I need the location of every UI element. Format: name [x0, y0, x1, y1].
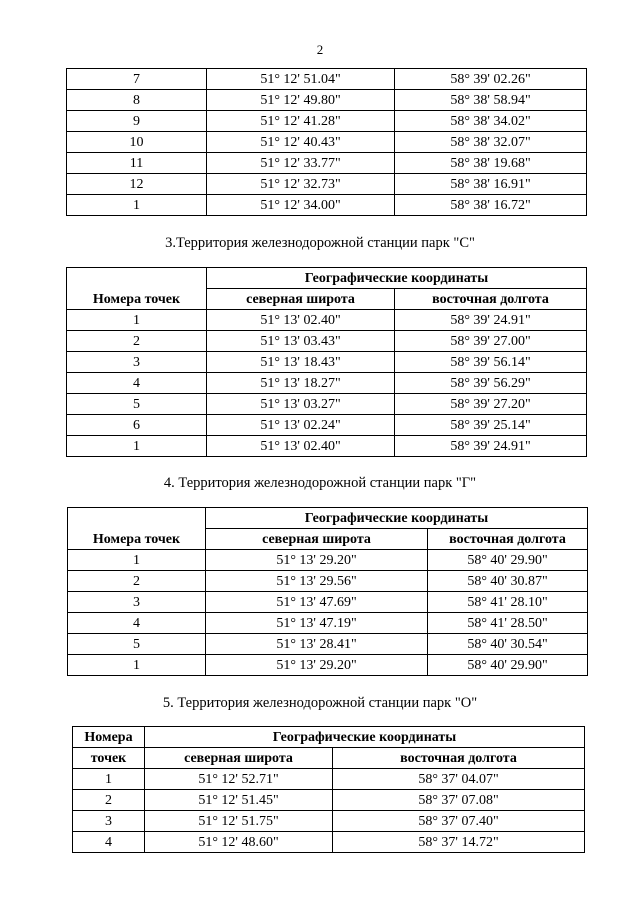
table-row — [68, 613, 588, 634]
east-longitude-cell: 58° 41' 28.50" — [428, 613, 588, 634]
coordinates-table-park-o — [72, 726, 585, 853]
header-point-numbers-line2: точек — [73, 748, 145, 769]
table-row — [68, 592, 588, 613]
north-latitude-cell: 51° 13' 18.27" — [207, 373, 395, 394]
east-longitude-cell: 58° 38' 16.91" — [395, 174, 587, 195]
table-row — [67, 310, 587, 331]
header-geo-coordinates: Географические координаты — [145, 727, 585, 748]
east-longitude-cell: 58° 40' 29.90" — [428, 655, 588, 676]
point-number-cell: 4 — [68, 613, 206, 634]
north-latitude-cell: 51° 13' 29.56" — [206, 571, 428, 592]
table-body — [73, 769, 585, 853]
table-row — [67, 153, 587, 174]
east-longitude-cell: 58° 39' 27.20" — [395, 394, 587, 415]
east-longitude-cell: 58° 38' 32.07" — [395, 132, 587, 153]
north-latitude-cell: 51° 12' 34.00" — [207, 195, 395, 216]
point-number-cell: 2 — [73, 790, 145, 811]
header-geo-coordinates: Географические координаты — [206, 508, 588, 529]
east-longitude-cell: 58° 39' 24.91" — [395, 310, 587, 331]
header-north-latitude: северная широта — [206, 529, 428, 550]
table-row — [67, 331, 587, 352]
table-row — [67, 111, 587, 132]
point-number-cell: 1 — [67, 195, 207, 216]
point-number-cell: 8 — [67, 90, 207, 111]
table-row — [67, 90, 587, 111]
north-latitude-cell: 51° 12' 51.04" — [207, 69, 395, 90]
header-point-numbers-line1: Номера — [73, 727, 145, 748]
table-row — [67, 174, 587, 195]
point-number-cell: 4 — [73, 832, 145, 853]
east-longitude-cell: 58° 37' 04.07" — [333, 769, 585, 790]
header-east-longitude: восточная долгота — [395, 289, 587, 310]
header-geo-coordinates: Географические координаты — [207, 268, 587, 289]
point-number-cell: 1 — [73, 769, 145, 790]
east-longitude-cell: 58° 40' 29.90" — [428, 550, 588, 571]
north-latitude-cell: 51° 12' 48.60" — [145, 832, 333, 853]
north-latitude-cell: 51° 12' 41.28" — [207, 111, 395, 132]
table-row — [67, 132, 587, 153]
east-longitude-cell: 58° 40' 30.87" — [428, 571, 588, 592]
header-point-numbers: Номера точек — [67, 268, 207, 310]
table-body — [67, 69, 587, 216]
table-row — [68, 634, 588, 655]
point-number-cell: 2 — [68, 571, 206, 592]
table-row — [73, 790, 585, 811]
point-number-cell: 5 — [68, 634, 206, 655]
header-north-latitude: северная широта — [145, 748, 333, 769]
point-number-cell: 1 — [67, 310, 207, 331]
point-number-cell: 5 — [67, 394, 207, 415]
north-latitude-cell: 51° 13' 47.69" — [206, 592, 428, 613]
point-number-cell: 1 — [68, 655, 206, 676]
east-longitude-cell: 58° 41' 28.10" — [428, 592, 588, 613]
table-row — [68, 550, 588, 571]
table-row — [73, 811, 585, 832]
point-number-cell: 3 — [73, 811, 145, 832]
table-row — [67, 436, 587, 457]
point-number-cell: 1 — [67, 436, 207, 457]
north-latitude-cell: 51° 12' 51.45" — [145, 790, 333, 811]
north-latitude-cell: 51° 12' 52.71" — [145, 769, 333, 790]
east-longitude-cell: 58° 38' 16.72" — [395, 195, 587, 216]
table-row — [67, 394, 587, 415]
east-longitude-cell: 58° 37' 14.72" — [333, 832, 585, 853]
east-longitude-cell: 58° 37' 07.08" — [333, 790, 585, 811]
north-latitude-cell: 51° 13' 29.20" — [206, 655, 428, 676]
table-row — [67, 69, 587, 90]
table-body — [67, 310, 587, 457]
point-number-cell: 11 — [67, 153, 207, 174]
header-east-longitude: восточная долгота — [428, 529, 588, 550]
east-longitude-cell: 58° 39' 25.14" — [395, 415, 587, 436]
east-longitude-cell: 58° 37' 07.40" — [333, 811, 585, 832]
coordinates-table-park-c — [66, 267, 587, 457]
north-latitude-cell: 51° 13' 02.24" — [207, 415, 395, 436]
section-heading-park-c: 3.Территория железнодорожной станции парк "С" — [165, 235, 475, 251]
point-number-cell: 10 — [67, 132, 207, 153]
section-heading-park-g: 4. Территория железнодорожной станции парк "Г" — [163, 475, 477, 491]
point-number-cell: 6 — [67, 415, 207, 436]
east-longitude-cell: 58° 38' 58.94" — [395, 90, 587, 111]
north-latitude-cell: 51° 13' 18.43" — [207, 352, 395, 373]
north-latitude-cell: 51° 13' 29.20" — [206, 550, 428, 571]
table-row — [68, 655, 588, 676]
table-body — [68, 550, 588, 676]
point-number-cell: 7 — [67, 69, 207, 90]
point-number-cell: 1 — [68, 550, 206, 571]
page-number: 2 — [316, 42, 324, 57]
header-east-longitude: восточная долгота — [333, 748, 585, 769]
east-longitude-cell: 58° 39' 56.14" — [395, 352, 587, 373]
north-latitude-cell: 51° 12' 40.43" — [207, 132, 395, 153]
table-row — [73, 832, 585, 853]
east-longitude-cell: 58° 39' 24.91" — [395, 436, 587, 457]
point-number-cell: 3 — [68, 592, 206, 613]
header-north-latitude: северная широта — [207, 289, 395, 310]
north-latitude-cell: 51° 13' 47.19" — [206, 613, 428, 634]
north-latitude-cell: 51° 12' 49.80" — [207, 90, 395, 111]
point-number-cell: 2 — [67, 331, 207, 352]
coordinates-table-continued — [66, 68, 587, 216]
table-row — [73, 769, 585, 790]
north-latitude-cell: 51° 13' 02.40" — [207, 310, 395, 331]
point-number-cell: 3 — [67, 352, 207, 373]
north-latitude-cell: 51° 12' 32.73" — [207, 174, 395, 195]
north-latitude-cell: 51° 13' 03.43" — [207, 331, 395, 352]
east-longitude-cell: 58° 40' 30.54" — [428, 634, 588, 655]
east-longitude-cell: 58° 38' 34.02" — [395, 111, 587, 132]
north-latitude-cell: 51° 12' 33.77" — [207, 153, 395, 174]
east-longitude-cell: 58° 38' 19.68" — [395, 153, 587, 174]
header-point-numbers: Номера точек — [68, 508, 206, 550]
coordinates-table-park-g — [67, 507, 588, 676]
north-latitude-cell: 51° 13' 28.41" — [206, 634, 428, 655]
north-latitude-cell: 51° 13' 03.27" — [207, 394, 395, 415]
table-row — [67, 352, 587, 373]
section-heading-park-o: 5. Территория железнодорожной станции парк "О" — [162, 695, 478, 711]
table-row — [68, 571, 588, 592]
north-latitude-cell: 51° 13' 02.40" — [207, 436, 395, 457]
point-number-cell: 9 — [67, 111, 207, 132]
east-longitude-cell: 58° 39' 56.29" — [395, 373, 587, 394]
point-number-cell: 12 — [67, 174, 207, 195]
table-row — [67, 415, 587, 436]
east-longitude-cell: 58° 39' 27.00" — [395, 331, 587, 352]
point-number-cell: 4 — [67, 373, 207, 394]
table-row — [67, 195, 587, 216]
table-row — [67, 373, 587, 394]
east-longitude-cell: 58° 39' 02.26" — [395, 69, 587, 90]
north-latitude-cell: 51° 12' 51.75" — [145, 811, 333, 832]
